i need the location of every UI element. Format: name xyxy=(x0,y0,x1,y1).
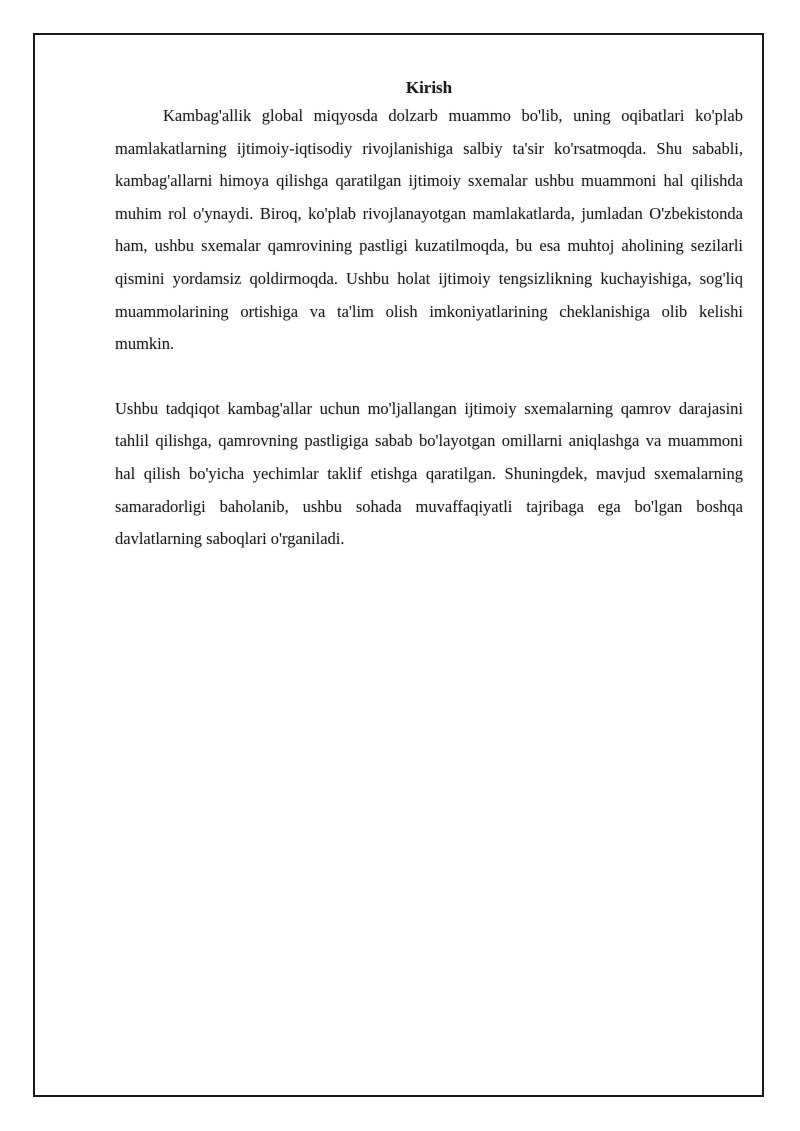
document-body xyxy=(115,76,743,556)
document-title: Kirish xyxy=(405,78,453,97)
paragraph-intro: Kambag'allik global miqyosda dolzarb muammo bo'lib, uning oqibatlari ko'plab mamlakatlarning ijtimoiy-iqtisodiy rivojlanishiga salbiy ta'sir ko'rsatmoqda. Shu sababli, kambag'allarni himoya qilishga qaratilgan ijtimoiy sxemalar ushbu muammoni hal qilishda muhim rol o'ynaydi. Biroq, ko'plab rivojlanayotgan mamlakatlarda, jumladan O'zbekistonda ham, ushbu sxemalar qamrovining pastligi kuzatilmoqda, bu esa muhtoj aholining sezilarli qismini yordamsiz qoldirmoqda. Ushbu holat ijtimoiy tengsizlikning kuchayishiga, sog'liq muammolarining ortishiga va ta'lim olish imkoniyatlarining cheklanishiga olib kelishi mumkin. xyxy=(115,106,743,354)
paragraph-research-aim: Ushbu tadqiqot kambag'allar uchun mo'ljallangan ijtimoiy sxemalarning qamrov darajasini tahlil qilishga, qamrovning pastligiga sabab bo'layotgan omillarni aniqlashga va muammoni hal qilish bo'yicha yechimlar taklif etishga qaratilgan. Shuningdek, mavjud sxemalarning samaradorligi baholanib, ushbu sohada muvaffaqiyatli tajribaga ega bo'lgan boshqa davlatlarning saboqlari o'rganiladi. xyxy=(115,398,743,549)
